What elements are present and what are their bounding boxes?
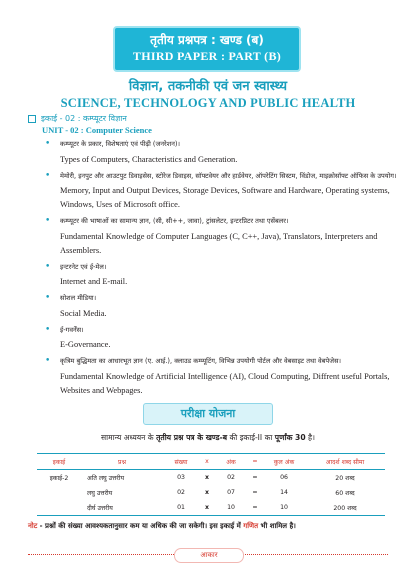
col-total: कुल अंक bbox=[263, 454, 305, 470]
cell-unit bbox=[37, 485, 81, 500]
col-times: x bbox=[199, 454, 215, 470]
cell-equals: = bbox=[252, 489, 258, 496]
note-label: नोट bbox=[28, 522, 38, 530]
bullet-icon: • bbox=[45, 139, 51, 149]
section-title-hindi: विज्ञान, तकनीकी एवं जन स्वास्थ्य bbox=[128, 79, 288, 94]
list-item-hindi: कम्प्यूटर की भाषाओं का सामान्य ज्ञान, (सी, सी++, जावा), ट्रांसलेटर, इन्टरप्रिटर तथा एसेंबलर। bbox=[60, 217, 289, 225]
list-item bbox=[42, 292, 400, 321]
col-marks: अंक bbox=[215, 454, 247, 470]
list-item bbox=[42, 138, 400, 167]
summary-text-mid: की इकाई-II का bbox=[227, 433, 275, 442]
list-item-hindi: इन्टरनेट एवं ई-मेल। bbox=[60, 262, 107, 271]
col-equals: = bbox=[247, 454, 263, 470]
cell-marks: 02 bbox=[227, 474, 235, 481]
note-text: - प्रश्नों की संख्या आवश्यकतानुसार कम या अधिक की जा सकेगी। इस इकाई में bbox=[37, 522, 244, 530]
paper-title-hindi: तृतीय प्रश्नपत्र : खण्ड (ब) bbox=[150, 33, 264, 47]
cell-marks: 10 bbox=[215, 500, 247, 516]
list-item-hindi: कृत्रिम बुद्धिमता का आधारभूत ज्ञान (ए. आई.), क्लाउड कम्प्यूटिंग, विभिन्न उपयोगी पोर्टल और वेबसाइट तथा वेबपेजेस। bbox=[60, 357, 342, 365]
summary-text: सामान्य अध्ययन के bbox=[101, 433, 157, 442]
bullet-icon: • bbox=[45, 356, 51, 366]
col-question: प्रश्न bbox=[81, 454, 163, 470]
cell-equals: = bbox=[252, 474, 258, 481]
cell-unit: इकाई-2 bbox=[49, 475, 69, 482]
list-item-hindi: मेमोरी, इनपुट और आउटपुट डिवाइसेस, स्टोरेज डिवाइस, सॉफ्टवेयर और हार्डवेयर, ऑपरेटिंग सिस्टम, विंडोज, माइक्रोसॉफ्ट ऑफिस के उपयोग। bbox=[60, 171, 397, 180]
cell-question: लघु उत्तरीय bbox=[87, 490, 113, 497]
col-word-limit: आदर्श शब्द सीमा bbox=[305, 454, 385, 470]
list-item-hindi: कम्प्यूटर के प्रकार, विशेषताएं एवं पीढ़ी (जनरेशन)। bbox=[60, 140, 180, 148]
cell-question: दीर्घ उत्तरीय bbox=[81, 500, 163, 516]
cell-unit bbox=[37, 500, 81, 516]
unit-heading-hindi-text: इकाई - 02 : कम्प्यूटर विज्ञान bbox=[41, 114, 127, 123]
table-header-row bbox=[37, 454, 385, 470]
list-item-hindi: ई-गवर्नेंस। bbox=[60, 325, 84, 334]
bullet-icon: • bbox=[45, 261, 51, 272]
cell-times: x bbox=[205, 474, 209, 481]
cell-marks: 07 bbox=[227, 489, 235, 496]
col-unit: इकाई bbox=[37, 454, 81, 470]
exam-marks-table bbox=[37, 453, 385, 516]
cell-count: 01 bbox=[163, 500, 199, 516]
paper-header bbox=[113, 26, 301, 72]
note-highlight: गणित bbox=[243, 522, 259, 530]
list-item-hindi: सोशल मीडिया। bbox=[60, 294, 97, 302]
footer-brand: आकार bbox=[174, 548, 244, 563]
list-item-english: Social Media. bbox=[60, 308, 107, 318]
col-count: संख्या bbox=[163, 454, 199, 470]
note-end: भी शामिल है। bbox=[258, 522, 296, 530]
summary-text-end: है। bbox=[305, 433, 315, 442]
cell-word-limit: 200 शब्द bbox=[305, 500, 385, 516]
cell-word-limit: 60 शब्द bbox=[335, 490, 355, 497]
cell-word-limit: 20 शब्द bbox=[335, 475, 355, 482]
list-item bbox=[42, 355, 400, 398]
list-item bbox=[42, 261, 400, 290]
table-row bbox=[37, 500, 385, 516]
list-item bbox=[42, 324, 400, 353]
list-item bbox=[42, 215, 400, 258]
list-item-english: E-Governance. bbox=[60, 340, 111, 349]
cell-times: x bbox=[199, 500, 215, 516]
list-item-english: Internet and E-mail. bbox=[60, 277, 128, 286]
section-title-english: SCIENCE, TECHNOLOGY AND PUBLIC HEALTH bbox=[60, 96, 356, 110]
list-item bbox=[42, 170, 400, 213]
list-item-english: Fundamental Knowledge of Artificial Intelligence (AI), Cloud Computing, Diffrent useful Portals, Websites and Webpages. bbox=[60, 371, 390, 395]
cell-count: 03 bbox=[177, 474, 185, 481]
summary-paper: तृतीय प्रश्न पत्र के खण्ड-ब bbox=[156, 433, 228, 442]
bullet-icon: • bbox=[45, 216, 51, 226]
exam-plan-summary bbox=[0, 433, 416, 443]
cell-total: 10 bbox=[263, 500, 305, 516]
cell-times: x bbox=[205, 489, 209, 496]
cell-total: 14 bbox=[280, 489, 288, 496]
table-row bbox=[37, 470, 385, 486]
table-row bbox=[37, 485, 385, 500]
cell-question: अति लघु उत्तरीय bbox=[87, 475, 125, 482]
bullet-icon: • bbox=[45, 293, 51, 303]
checkbox-icon bbox=[28, 115, 36, 123]
exam-plan-heading: परीक्षा योजना bbox=[143, 403, 273, 425]
unit-heading-hindi bbox=[28, 113, 127, 124]
bullet-icon: • bbox=[45, 324, 51, 335]
cell-total: 06 bbox=[280, 474, 288, 481]
summary-marks: पूर्णांक 30 bbox=[274, 433, 306, 442]
note bbox=[28, 522, 398, 531]
list-item-english: Types of Computers, Characteristics and Generation. bbox=[60, 154, 238, 164]
syllabus-list bbox=[42, 138, 400, 401]
list-item-english: Fundamental Knowledge of Computer Languages (C, C++, Java), Translators, Interpreters and Assemblers. bbox=[60, 231, 378, 255]
list-item-english: Memory, Input and Output Devices, Storage Devices, Software and Hardware, Operating systems, Windows, Uses of Microsoft office. bbox=[60, 186, 390, 209]
unit-heading-english: UNIT - 02 : Computer Science bbox=[42, 125, 152, 135]
bullet-icon: • bbox=[45, 170, 51, 181]
cell-count: 02 bbox=[177, 489, 185, 496]
paper-title-english: THIRD PAPER : PART (B) bbox=[132, 49, 282, 63]
cell-equals: = bbox=[247, 500, 263, 516]
